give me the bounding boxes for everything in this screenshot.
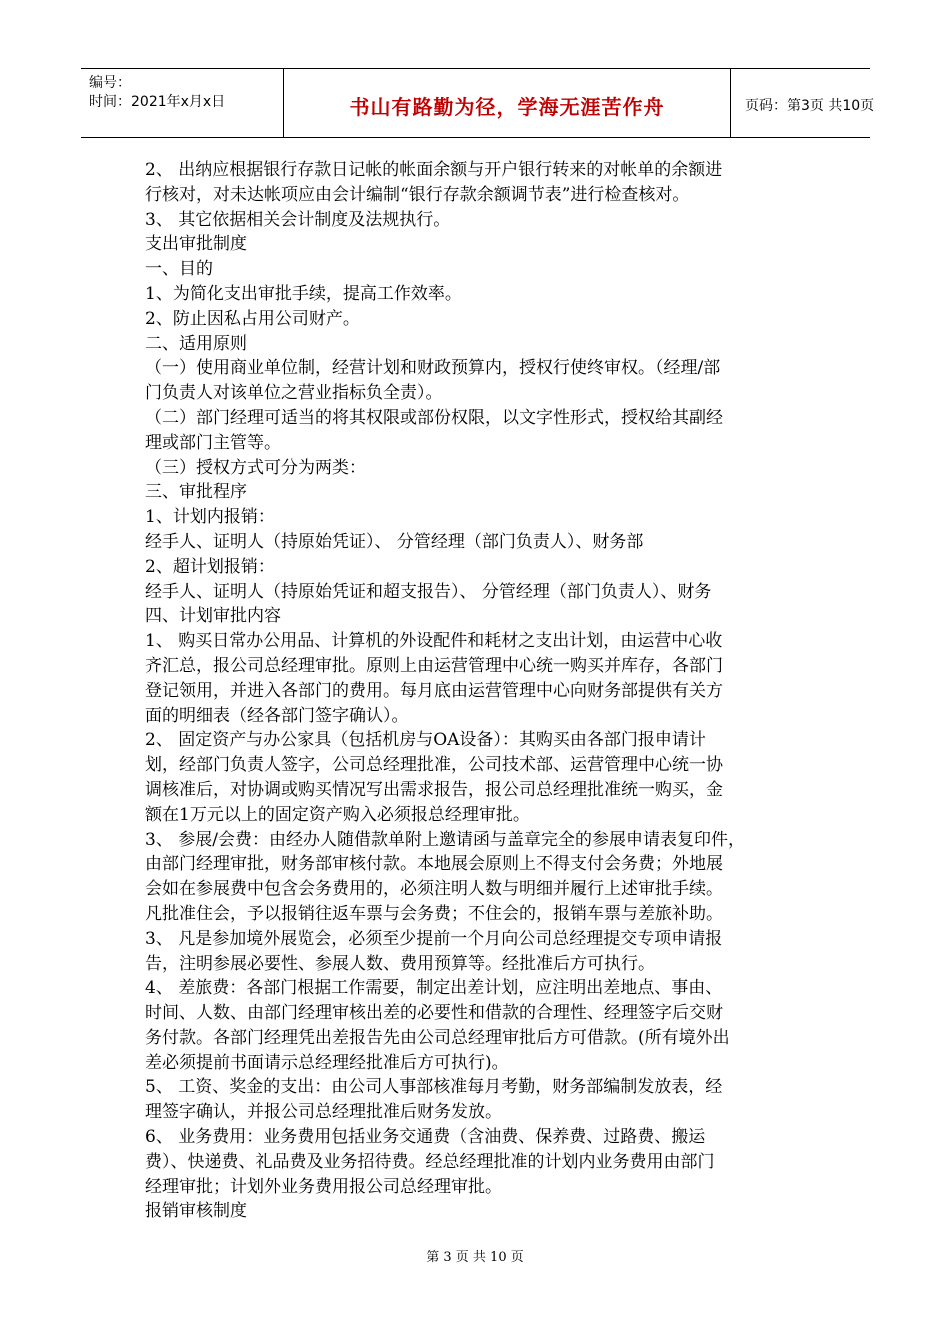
body-line: 调核准后，对协调或购买情况写出需求报告，报公司总经理批准统一购买，金 (145, 779, 723, 800)
body-line: 2、 固定资产与办公家具（包括机房与OA设备）：其购买由各部门报申请计 (145, 730, 706, 751)
body-line: 4、 差旅费：各部门根据工作需要，制定出差计划，应注明出差地点、事由、 (145, 978, 723, 999)
page-info: 页码：第3页 共10页 (745, 98, 875, 114)
body-line: 3、 参展/会费：由经办人随借款单附上邀请函与盖章完全的参展申请表复印件， (145, 829, 745, 850)
body-line: 2、 出纳应根据银行存款日记帐的帐面余额与开户银行转来的对帐单的余额进 (145, 160, 723, 180)
body-line: 理签字确认，并报公司总经理批准后财务发放。 (145, 1102, 502, 1123)
body-line: （一）使用商业单位制，经营计划和财政预算内，授权行使终审权。（经理/部 (145, 358, 721, 379)
header-page-cell (731, 69, 875, 137)
page-header (81, 68, 875, 138)
body-line: 2、防止因私占用公司财产。 (145, 308, 360, 329)
motto-text: 书山有路勤为径，学海无涯苦作舟 (349, 95, 665, 119)
body-line: 经手人、证明人（持原始凭证和超支报告）、 分管经理（部门负责人）、财务 (145, 581, 712, 602)
body-line: 6、 业务费用：业务费用包括业务交通费（含油费、保养费、过路费、搬运 (145, 1127, 706, 1148)
body-line: 3、 凡是参加境外展览会，必须至少提前一个月向公司总经理提交专项申请报 (145, 928, 723, 949)
body-line: 经理审批；计划外业务费用报公司总经理审批。 (145, 1176, 502, 1197)
body-line: 划，经部门负责人签字，公司总经理批准，公司技术部、运营管理中心统一协 (145, 755, 723, 776)
body-line: 四、计划审批内容 (145, 606, 281, 627)
page-footer: 第 3 页 共 10 页 (426, 1250, 524, 1265)
body-line: 支出审批制度 (145, 234, 247, 255)
body-line: 1、计划内报销： (145, 507, 275, 528)
body-line: 务付款。各部门经理凭出差报告先由公司总经理审批后方可借款。(所有境外出 (145, 1027, 730, 1048)
body-line: 经手人、证明人（持原始凭证）、 分管经理（部门负责人）、财务部 (145, 531, 644, 552)
body-line: 会如在参展费中包含会务费用的，必须注明人数与明细并履行上述审批手续。 (145, 879, 723, 900)
document-body (145, 158, 815, 1224)
body-line: 由部门经理审批，财务部审核付款。本地展会原则上不得支付会务费；外地展 (145, 854, 723, 875)
body-line: 报销审核制度 (145, 1201, 247, 1222)
body-line: 2、超计划报销： (145, 556, 275, 577)
body-line: 3、 其它依据相关会计制度及法规执行。 (145, 209, 451, 230)
body-line: 二、适用原则 (145, 333, 247, 354)
body-line: 登记领用，并进入各部门的费用。每月底由运营管理中心向财务部提供有关方 (145, 680, 723, 701)
body-line: 告，注明参展必要性、参展人数、费用预算等。经批准后方可执行。 (145, 953, 655, 974)
body-line: 费）、快递费、礼品费及业务招待费。经总经理批准的计划内业务费用由部门 (145, 1151, 715, 1172)
body-line: 额在1万元以上的固定资产购入必须报总经理审批。 (145, 804, 530, 825)
document-number-label: 编号： (89, 75, 131, 91)
header-meta-cell (81, 69, 284, 137)
body-line: 齐汇总，报公司总经理审批。原则上由运营管理中心统一购买并库存，各部门 (145, 655, 723, 676)
body-line: 1、 购买日常办公用品、计算机的外设配件和耗材之支出计划，由运营中心收 (145, 631, 723, 652)
body-line: 理或部门主管等。 (145, 432, 281, 453)
body-line: 差必须提前书面请示总经理经批准后方可执行)。 (145, 1052, 509, 1073)
body-line: 5、 工资、奖金的支出：由公司人事部核准每月考勤，财务部编制发放表，经 (145, 1077, 723, 1098)
document-date-label: 时间：2021年x月x日 (89, 94, 226, 110)
body-line: 1、为简化支出审批手续，提高工作效率。 (145, 283, 462, 304)
header-motto-cell (284, 69, 731, 137)
body-line: 面的明细表（经各部门签字确认）。 (145, 705, 409, 726)
body-line: 时间、人数、由部门经理审核出差的必要性和借款的合理性、经理签字后交财 (145, 1003, 723, 1024)
body-line: （三）授权方式可分为两类： (145, 457, 366, 478)
body-line: 凡批准住会，予以报销往返车票与会务费；不住会的，报销车票与差旅补助。 (145, 903, 723, 924)
body-line: 行核对，对未达帐项应由会计编制“银行存款余额调节表”进行检查核对。 (145, 184, 690, 205)
body-line: 三、审批程序 (145, 482, 247, 503)
body-line: （二）部门经理可适当的将其权限或部份权限，以文字性形式，授权给其副经 (145, 407, 723, 428)
body-line: 一、目的 (145, 259, 213, 280)
body-line: 门负责人对该单位之营业指标负全责）。 (145, 383, 443, 404)
